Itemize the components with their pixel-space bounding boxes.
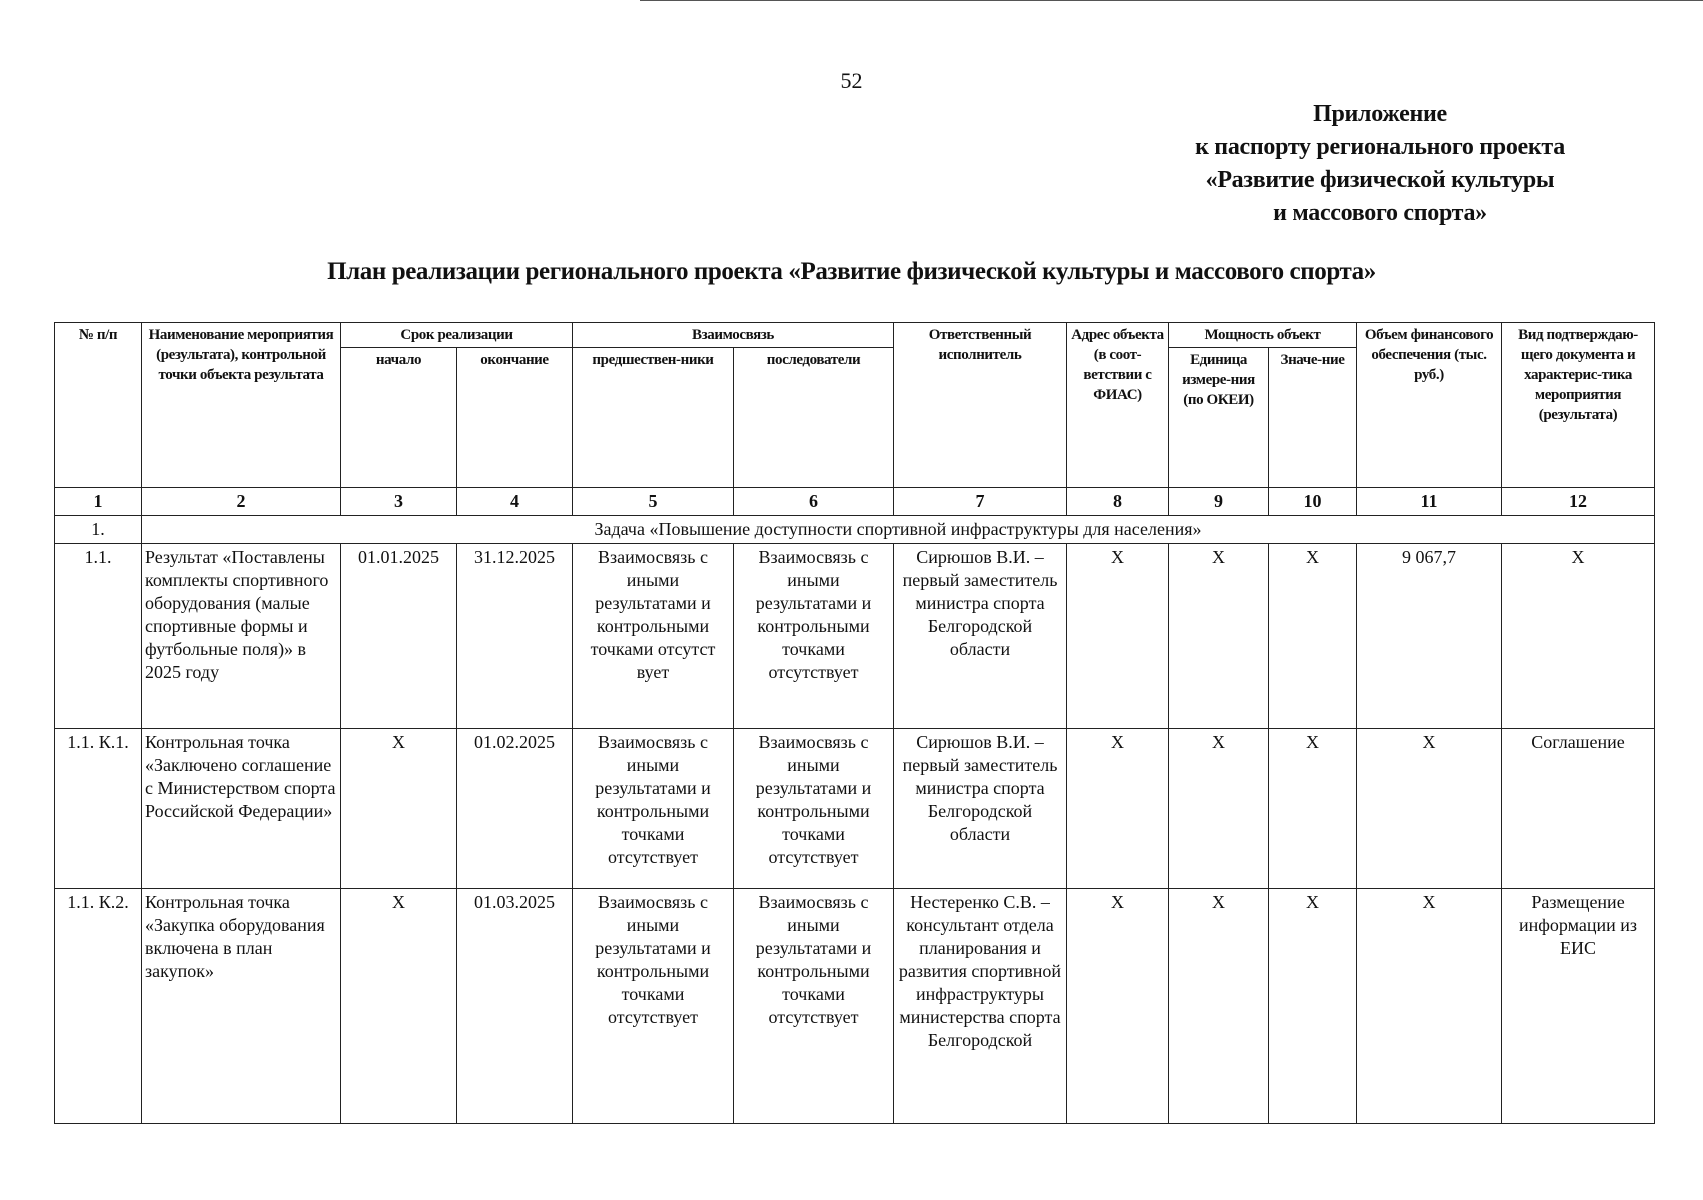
column-number: 1 xyxy=(55,488,142,516)
column-number: 9 xyxy=(1169,488,1269,516)
table-row xyxy=(55,544,1655,729)
row-name: Контрольная точка «Закупка оборудования включена в план закупок» xyxy=(142,889,341,1124)
header-name: Наименование мероприятия (результата), контрольной точки объекта результата xyxy=(142,323,341,488)
row-responsible: Нестеренко С.В. – консультант отдела планирования и развития спортивной инфраструктуры министерства спорта Белгородской xyxy=(894,889,1067,1124)
row-unit: Х xyxy=(1169,729,1269,889)
row-address: Х xyxy=(1067,544,1169,729)
row-document: Соглашение xyxy=(1502,729,1655,889)
task-text: Задача «Повышение доступности спортивной инфраструктуры для населения» xyxy=(142,516,1655,544)
column-number: 6 xyxy=(734,488,894,516)
header-unit: Единица измере-ния (по ОКЕИ) xyxy=(1169,348,1269,488)
table-row xyxy=(55,729,1655,889)
row-value: Х xyxy=(1269,729,1357,889)
header-term: Срок реализации xyxy=(341,323,573,348)
header-finance: Объем финансового обеспечения (тыс. руб.) xyxy=(1357,323,1502,488)
row-unit: Х xyxy=(1169,889,1269,1124)
row-address: Х xyxy=(1067,889,1169,1124)
row-finance: 9 067,7 xyxy=(1357,544,1502,729)
scan-edge-line xyxy=(640,0,1703,1)
row-value: Х xyxy=(1269,889,1357,1124)
row-document: Размещение информации из ЕИС xyxy=(1502,889,1655,1124)
column-number: 7 xyxy=(894,488,1067,516)
task-num: 1. xyxy=(55,516,142,544)
column-number: 8 xyxy=(1067,488,1169,516)
header-followers: последователи xyxy=(734,348,894,488)
column-number: 12 xyxy=(1502,488,1655,516)
row-responsible: Сирюшов В.И. – первый заместитель министра спорта Белгородской области xyxy=(894,544,1067,729)
row-start: Х xyxy=(341,889,457,1124)
table-row xyxy=(55,889,1655,1124)
header-capacity: Мощность объект xyxy=(1169,323,1357,348)
header-responsible: Ответственный исполнитель xyxy=(894,323,1067,488)
row-end: 01.03.2025 xyxy=(457,889,573,1124)
row-value: Х xyxy=(1269,544,1357,729)
row-name: Результат «Поставлены комплекты спортивного оборудования (малые спортивные формы и футбольные поля)» в 2025 году xyxy=(142,544,341,729)
row-finance: Х xyxy=(1357,729,1502,889)
row-num: 1.1. К.1. xyxy=(55,729,142,889)
row-finance: Х xyxy=(1357,889,1502,1124)
row-address: Х xyxy=(1067,729,1169,889)
appendix-line-3: «Развитие физической культуры xyxy=(1205,167,1555,193)
page-number: 52 xyxy=(840,68,863,93)
row-predecessors: Взаимосвязь с иными результатами и контрольными точками отсутствует xyxy=(573,889,734,1124)
row-followers: Взаимосвязь с иными результатами и контрольными точками отсутствует xyxy=(734,889,894,1124)
column-number: 10 xyxy=(1269,488,1357,516)
column-number: 3 xyxy=(341,488,457,516)
column-number: 4 xyxy=(457,488,573,516)
column-numbers-row xyxy=(55,488,1655,516)
appendix-heading xyxy=(1160,98,1600,230)
row-followers: Взаимосвязь с иными результатами и контрольными точками отсутствует xyxy=(734,729,894,889)
header-row-1 xyxy=(55,323,1655,348)
task-row xyxy=(55,516,1655,544)
header-start: начало xyxy=(341,348,457,488)
document-title: План реализации регионального проекта «Развитие физической культуры и массового спорта» xyxy=(327,258,1376,285)
column-number: 11 xyxy=(1357,488,1502,516)
column-number: 2 xyxy=(142,488,341,516)
header-end: окончание xyxy=(457,348,573,488)
row-responsible: Сирюшов В.И. – первый заместитель министра спорта Белгородской области xyxy=(894,729,1067,889)
appendix-line-2: к паспорту регионального проекта xyxy=(1195,134,1565,160)
row-name: Контрольная точка «Заключено соглашение с Министерством спорта Российской Федерации» xyxy=(142,729,341,889)
row-predecessors: Взаимосвязь с иными результатами и контрольными точками отсутствует xyxy=(573,729,734,889)
header-predecessors: предшествен-ники xyxy=(573,348,734,488)
row-predecessors: Взаимосвязь с иными результатами и контрольными точками отсутст вует xyxy=(573,544,734,729)
header-address: Адрес объекта (в соот-ветствии с ФИАС) xyxy=(1067,323,1169,488)
appendix-line-1: Приложение xyxy=(1313,101,1447,127)
column-number: 5 xyxy=(573,488,734,516)
appendix-line-4: и массового спорта» xyxy=(1273,200,1487,226)
row-start: Х xyxy=(341,729,457,889)
header-value: Значе-ние xyxy=(1269,348,1357,488)
plan-table xyxy=(54,322,1655,1124)
row-unit: Х xyxy=(1169,544,1269,729)
row-end: 31.12.2025 xyxy=(457,544,573,729)
row-document: Х xyxy=(1502,544,1655,729)
header-relation: Взаимосвязь xyxy=(573,323,894,348)
row-start: 01.01.2025 xyxy=(341,544,457,729)
row-followers: Взаимосвязь с иными результатами и контрольными точками отсутствует xyxy=(734,544,894,729)
row-end: 01.02.2025 xyxy=(457,729,573,889)
row-num: 1.1. К.2. xyxy=(55,889,142,1124)
row-num: 1.1. xyxy=(55,544,142,729)
header-num: № п/п xyxy=(55,323,142,488)
header-document: Вид подтверждаю-щего документа и характерис-тика мероприятия (результата) xyxy=(1502,323,1655,488)
